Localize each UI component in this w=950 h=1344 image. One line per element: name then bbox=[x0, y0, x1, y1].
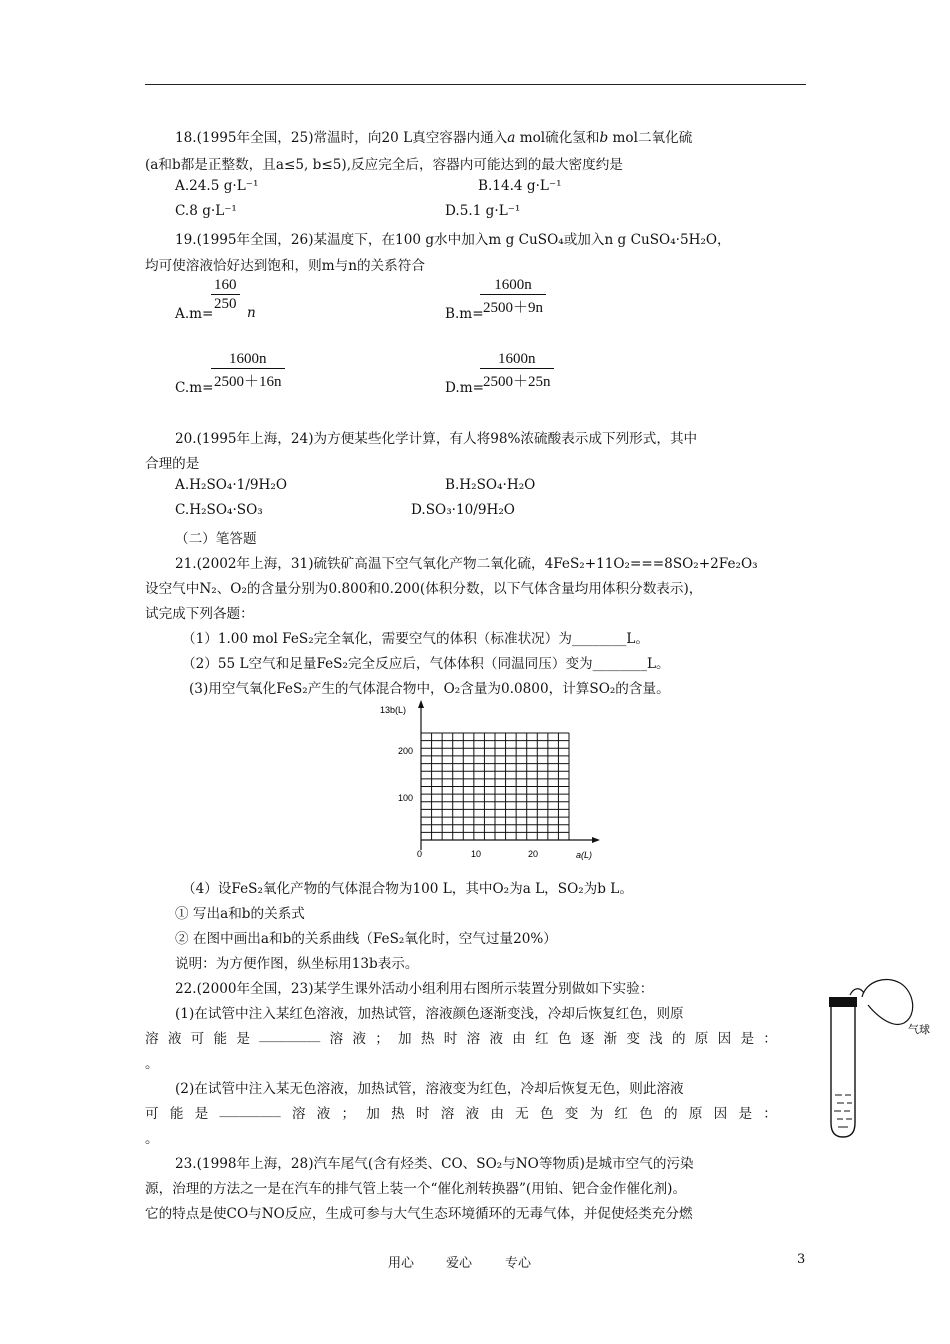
q18-line2: (a和b都是正整数，且a≤5, b≤5),反应完全后，容器内可能达到的最大密度约是 bbox=[145, 157, 623, 173]
page-number: 3 bbox=[797, 1252, 806, 1267]
spaced-char: _________ bbox=[219, 1102, 281, 1118]
q19-line2: 均可使溶液恰好达到饱和，则m与n的关系符合 bbox=[145, 258, 425, 274]
spaced-char: 的 bbox=[664, 1106, 678, 1122]
section-heading: （二）笔答题 bbox=[175, 531, 257, 547]
spaced-char: 红 bbox=[614, 1106, 628, 1122]
spaced-char: 溶 bbox=[466, 1031, 481, 1047]
spaced-char: 溶 bbox=[145, 1031, 159, 1047]
spaced-char: 为 bbox=[589, 1106, 604, 1122]
q22-part1-line1: (1)在试管中注入某红色溶液，加热试管，溶液颜色逐渐变浅，冷却后恢复红色，则原 bbox=[175, 1006, 684, 1022]
q19-option-b-label: B.m= bbox=[445, 306, 484, 322]
q20-option-a: A.H₂SO₄·1/9H₂O bbox=[175, 477, 287, 493]
spaced-char: 液 bbox=[465, 1106, 480, 1122]
footer-word-3: 专心 bbox=[505, 1256, 532, 1271]
q22-part1-line2 bbox=[145, 1027, 777, 1047]
y-tick-100: 100 bbox=[398, 793, 414, 803]
q21-part1: （1）1.00 mol FeS₂完全氧化，需要空气的体积（标准状况）为________L。 bbox=[182, 631, 649, 647]
q22-part2-end: 。 bbox=[145, 1131, 159, 1147]
test-tube-icon bbox=[831, 1007, 855, 1137]
spaced-char: 液 bbox=[352, 1031, 366, 1047]
q21-line2: 设空气中N₂、O₂的含量分别为0.800和0.200(体积分数，以下气体含量均用体积分数表示)， bbox=[145, 581, 703, 597]
spaced-char: 色 bbox=[557, 1031, 572, 1047]
q22-line1: 22.(2000年全国，23)某学生课外活动小组利用右图所示装置分别做如下实验： bbox=[175, 981, 654, 997]
spaced-char: 是 bbox=[236, 1031, 250, 1047]
y-tick-200: 200 bbox=[398, 746, 414, 756]
balloon-icon bbox=[862, 979, 913, 1024]
q18-option-c: C.8 g·L⁻¹ bbox=[175, 203, 237, 219]
q20-option-b: B.H₂SO₄·H₂O bbox=[445, 477, 536, 493]
q19-option-a-fraction: $\frac{160}{250}$ bbox=[211, 277, 240, 313]
q19-option-a-tail: n bbox=[247, 305, 256, 321]
q19-option-c-fraction: $\frac{1600n}{2500+16n}$ bbox=[211, 351, 285, 391]
q23-line3: 它的特点是使CO与NO反应，生成可参与大气生态环境循环的无毒气体，并促使烃类充分燃 bbox=[145, 1206, 693, 1222]
x-tick-0: 0 bbox=[417, 849, 423, 859]
spaced-char: 原 bbox=[694, 1031, 709, 1047]
y-axis-arrow bbox=[418, 700, 424, 708]
spaced-char: 是 bbox=[738, 1106, 753, 1122]
q19-option-b-fraction: $\frac{1600n}{2500+9n}$ bbox=[480, 277, 546, 317]
q22-part2-line2 bbox=[145, 1102, 777, 1122]
spaced-char: 是 bbox=[740, 1031, 755, 1047]
spaced-char: 能 bbox=[169, 1106, 184, 1122]
spaced-char: 渐 bbox=[603, 1031, 618, 1047]
spaced-char: 溶 bbox=[329, 1031, 344, 1047]
spaced-char: 原 bbox=[688, 1106, 703, 1122]
footer-word-1: 用心 bbox=[388, 1256, 415, 1271]
q21-line1: 21.(2002年上海，31)硫铁矿高温下空气氧化产物二氧化硫，4FeS₂+11O₂===8SO₂+2Fe₂O₃ bbox=[175, 556, 758, 572]
spaced-char: 能 bbox=[213, 1031, 228, 1047]
spaced-char: 由 bbox=[490, 1106, 504, 1122]
q21-part2: （2）55 L空气和足量FeS₂完全反应后，气体体积（同温同压）变为________L。 bbox=[182, 656, 670, 672]
spaced-char: 因 bbox=[717, 1031, 732, 1047]
spaced-char: 液 bbox=[167, 1031, 182, 1047]
spaced-char: 热 bbox=[391, 1106, 405, 1122]
y-axis-label: 13b(L) bbox=[380, 705, 407, 715]
x-tick-10: 10 bbox=[471, 849, 482, 859]
q22-part1-end: 。 bbox=[145, 1056, 159, 1072]
spaced-char: 逐 bbox=[580, 1031, 595, 1047]
spaced-char: 溶 bbox=[291, 1106, 306, 1122]
spaced-char: 因 bbox=[713, 1106, 728, 1122]
spaced-char: 变 bbox=[564, 1106, 579, 1122]
q19-option-d-label: D.m= bbox=[445, 380, 485, 396]
x-axis-label: a(L) bbox=[576, 850, 593, 860]
q22-part2-line1: (2)在试管中注入某无色溶液，加热试管，溶液变为红色，冷却后恢复无色，则此溶液 bbox=[175, 1081, 684, 1097]
q21-note: 说明：为方便作图，纵坐标用13b表示。 bbox=[175, 956, 419, 972]
spaced-char: 的 bbox=[671, 1031, 686, 1047]
header-rule bbox=[145, 84, 806, 85]
spaced-char: 加 bbox=[398, 1031, 412, 1047]
q23-line1: 23.(1998年上海，28)汽车尾气(含有烃类、CO、SO₂与NO等物质)是城市空气的污染 bbox=[175, 1156, 694, 1172]
spaced-char: 时 bbox=[415, 1106, 430, 1122]
spaced-char: ； bbox=[341, 1106, 356, 1122]
q19-option-c-label: C.m= bbox=[175, 380, 214, 396]
spaced-char: 热 bbox=[420, 1031, 435, 1047]
q21-part3: (3)用空气氧化FeS₂产生的气体混合物中，O₂含量为0.0800，计算SO₂的含量。 bbox=[189, 681, 670, 697]
q21-part4-item2: ② 在图中画出a和b的关系曲线（FeS₂氧化时，空气过量20%） bbox=[175, 931, 557, 947]
q20-line2: 合理的是 bbox=[145, 456, 200, 472]
spaced-char: ： bbox=[763, 1031, 777, 1047]
q20-line1: 20.(1995年上海，24)为方便某些化学计算，有人将98%浓硫酸表示成下列形式，其中 bbox=[175, 431, 698, 447]
q21-line3: 试完成下列各题： bbox=[145, 606, 254, 622]
q18-option-b: B.14.4 g·L⁻¹ bbox=[478, 178, 562, 194]
spaced-char: ； bbox=[375, 1031, 389, 1047]
x-tick-20: 20 bbox=[528, 849, 539, 859]
spaced-char: 加 bbox=[366, 1106, 380, 1122]
spaced-char: 可 bbox=[145, 1106, 159, 1122]
answer-grid-graph bbox=[378, 700, 608, 870]
spaced-char: 浅 bbox=[649, 1031, 663, 1047]
spaced-char: 色 bbox=[539, 1106, 554, 1122]
x-axis-arrow bbox=[592, 837, 600, 843]
spaced-char: 变 bbox=[626, 1031, 640, 1047]
spaced-char: 由 bbox=[512, 1031, 526, 1047]
q19-line1: 19.(1995年全国，26)某温度下，在100 g水中加入m g CuSO₄或加入n g CuSO₄·5H₂O， bbox=[175, 232, 731, 248]
q19-option-a-label: A.m= bbox=[175, 306, 214, 322]
test-tube-balloon-figure bbox=[820, 975, 945, 1145]
spaced-char: 红 bbox=[535, 1031, 549, 1047]
q18-option-d: D.5.1 g·L⁻¹ bbox=[445, 203, 521, 219]
footer-word-2: 爱心 bbox=[446, 1256, 473, 1271]
spaced-char: 色 bbox=[639, 1106, 653, 1122]
tube-stopper bbox=[829, 997, 857, 1007]
q20-option-c: C.H₂SO₄·SO₃ bbox=[175, 502, 263, 518]
spaced-char: 可 bbox=[190, 1031, 205, 1047]
spaced-char: _________ bbox=[259, 1027, 321, 1043]
q18-line1: 18.(1995年全国，25)常温时，向20 L真空容器内通入a mol硫化氢和b mol二氧化硫 bbox=[175, 130, 693, 146]
q23-line2: 源，治理的方法之一是在汽车的排气管上装一个“催化剂转换器”(用铂、钯合金作催化剂)。 bbox=[145, 1181, 687, 1197]
balloon-label: 气球 bbox=[908, 1024, 930, 1036]
spaced-char: ： bbox=[763, 1106, 777, 1122]
spaced-char: 是 bbox=[194, 1106, 209, 1122]
spaced-char: 液 bbox=[489, 1031, 503, 1047]
spaced-char: 时 bbox=[443, 1031, 458, 1047]
q20-option-d: D.SO₃·10/9H₂O bbox=[411, 502, 515, 518]
q21-part4: （4）设FeS₂氧化产物的气体混合物为100 L，其中O₂为a L，SO₂为b L。 bbox=[182, 881, 633, 897]
spaced-char: 无 bbox=[515, 1106, 529, 1122]
q18-option-a: A.24.5 g·L⁻¹ bbox=[175, 178, 259, 194]
spaced-char: 液 bbox=[316, 1106, 331, 1122]
q19-option-d-fraction: $\frac{1600n}{2500+25n}$ bbox=[480, 351, 554, 391]
q21-part4-item1: ① 写出a和b的关系式 bbox=[175, 906, 305, 922]
spaced-char: 溶 bbox=[440, 1106, 455, 1122]
